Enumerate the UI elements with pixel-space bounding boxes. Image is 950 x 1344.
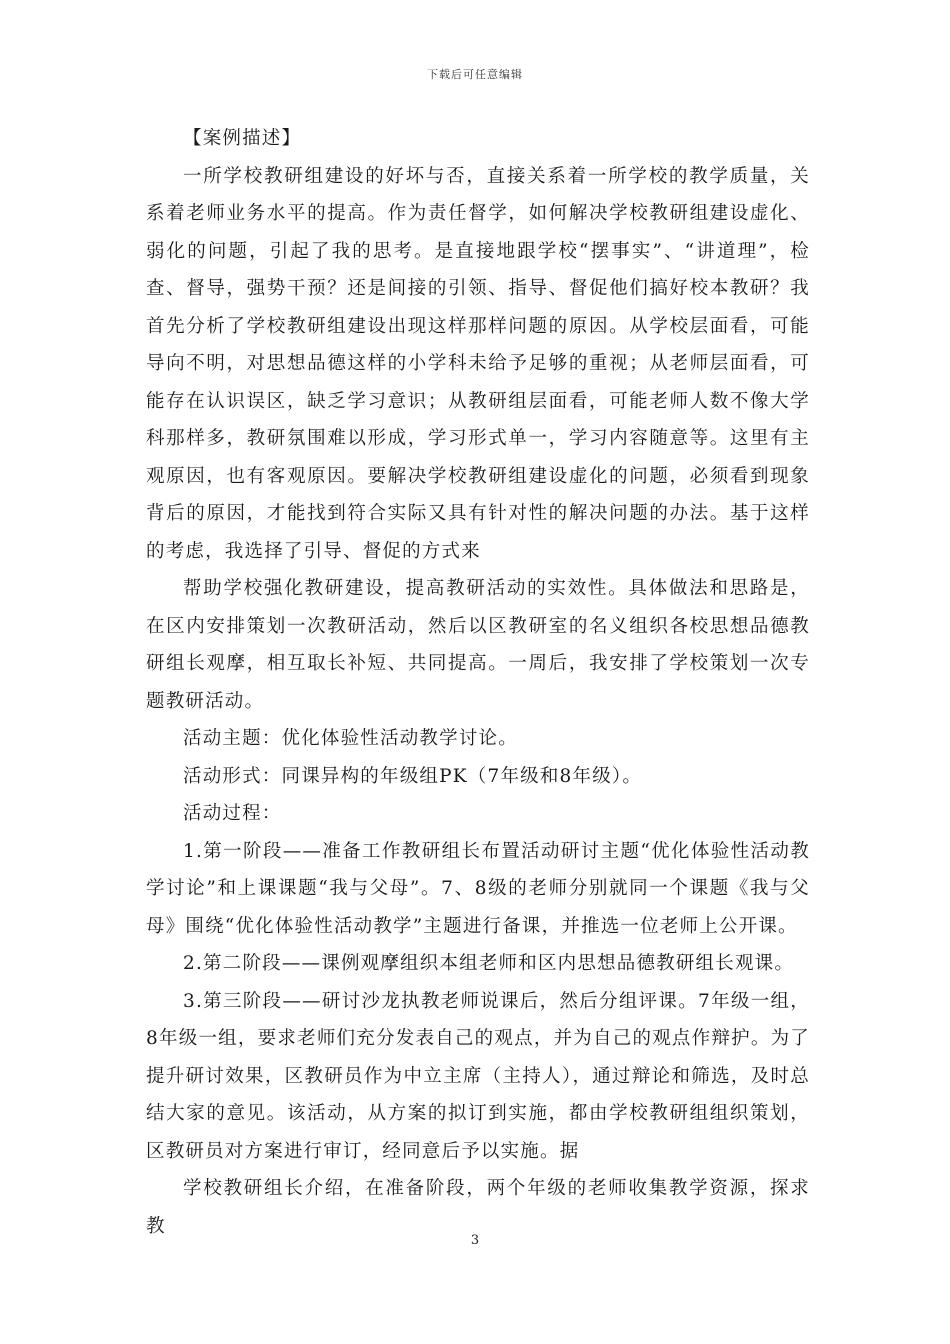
paragraph-activity-form: 活动形式：同课异构的年级组PK（7年级和8年级）。 xyxy=(183,765,643,787)
document-body xyxy=(146,120,810,1245)
paragraph-continuation: 学校教研组长介绍，在准备阶段，两个年级的老师收集教学资源，探求教 xyxy=(146,1178,810,1237)
paragraph-intro: 一所学校教研组建设的好坏与否，直接关系着一所学校的教学质量，关系着老师业务水平的提高。作为责任督学，如何解决学校教研组建设虚化、弱化的问题，引起了我的思考。是直接地跟学校“摆事实”、“讲道理”，检查、督导，强势干预？还是间接的引领、指导、督促他们搞好校本教研？我首先分析了学校教研组建设出现这样那样问题的原因。从学校层面看，可能导向不明，对思想品德这样的小学科未给予足够的重视；从老师层面看，可能存在认识误区，缺乏学习意识；从教研组层面看，可能老师人数不像大学科那样多，教研氛围难以形成，学习形式单一，学习内容随意等。这里有主观原因，也有客观原因。要解决学校教研组建设虚化的问题，必须看到现象背后的原因，才能找到符合实际又具有针对性的解决问题的办法。基于这样的考虑，我选择了引导、督促的方式来 xyxy=(146,165,810,562)
paragraph-stage-2: 2.第二阶段——课例观摩组织本组老师和区内思想品德教研组长观课。 xyxy=(183,953,795,974)
paragraph-activity-process: 活动过程： xyxy=(183,803,282,824)
section-heading: 【案例描述】 xyxy=(183,128,302,149)
paragraph-stage-1: 1.第一阶段——准备工作教研组长布置活动研讨主题“优化体验性活动教学讨论”和上课课题“我与父母”。7、8级的老师分别就同一个课题《我与父母》围绕“优化体验性活动教学”主题进行备课，并推选一位老师上公开课。 xyxy=(146,840,810,937)
paragraph-activity-theme: 活动主题：优化体验性活动教学讨论。 xyxy=(183,728,518,749)
paragraph-stage-3: 3.第三阶段——研讨沙龙执教老师说课后，然后分组评课。7年级一组，8年级一组，要求老师们充分发表自己的观点，并为自己的观点作辩护。为了提升研讨效果，区教研员作为中立主席（主持人），通过辩论和筛选，及时总结大家的意见。该活动，从方案的拟订到实施，都由学校教研组组织策划，区教研员对方案进行审订，经同意后予以实施。据 xyxy=(146,990,810,1162)
page-header: 下载后可任意编辑 xyxy=(427,68,523,81)
paragraph-approach: 帮助学校强化教研建设，提高教研活动的实效性。具体做法和思路是，在区内安排策划一次教研活动，然后以区教研室的名义组织各校思想品德教研组长观摩，相互取长补短、共同提高。一周后，我安排了学校策划一次专题教研活动。 xyxy=(146,578,810,712)
page-number: 3 xyxy=(470,1233,480,1248)
